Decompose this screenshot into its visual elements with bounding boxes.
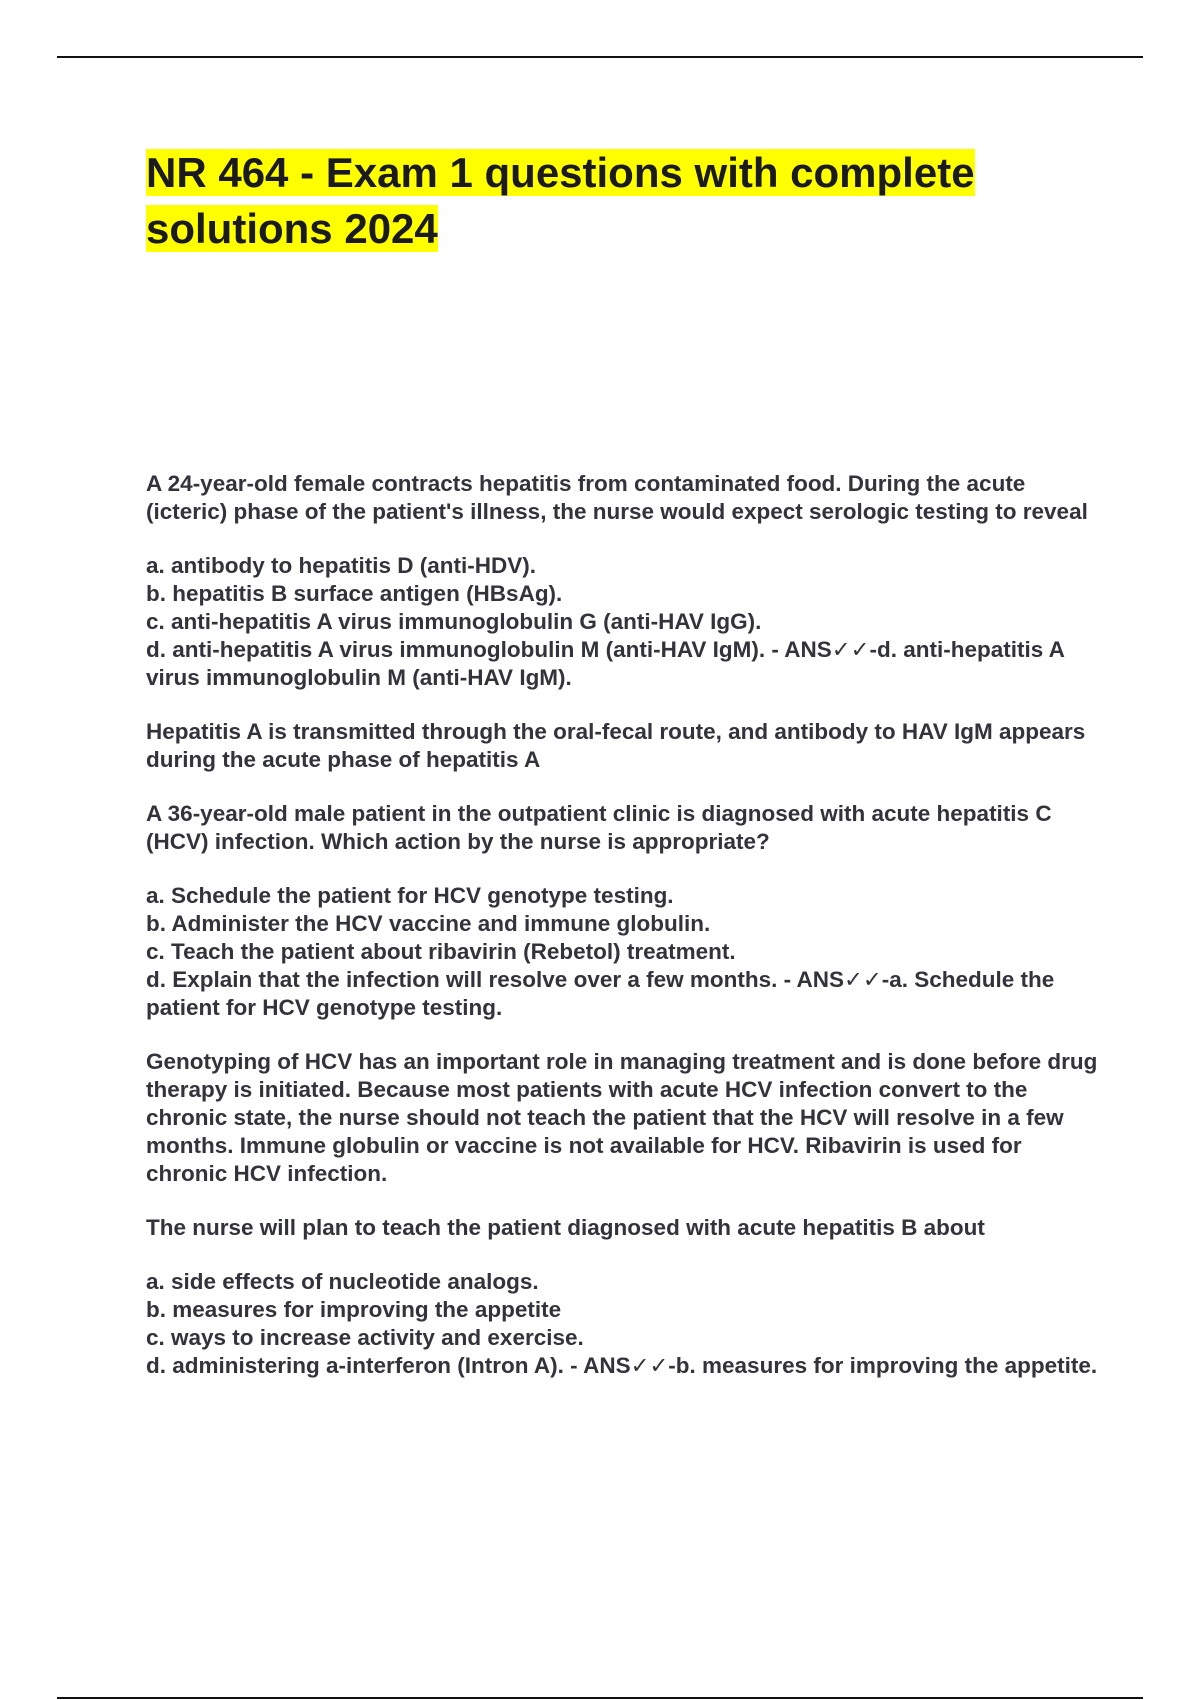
bottom-rule (57, 1697, 1143, 1699)
question-1: A 24-year-old female contracts hepatitis from contaminated food. During the acute (icteric) phase of the patient's illness, the nurse would expect serologic testing to reveal (146, 471, 1088, 524)
option-1b: b. hepatitis B surface antigen (HBsAg). (146, 581, 563, 606)
option-2d-answer: d. Explain that the infection will resolve over a few months. - ANS✓✓-a. Schedule the patient for HCV genotype testing. (146, 967, 1055, 1020)
top-rule (57, 56, 1143, 58)
option-3c: c. ways to increase activity and exercise. (146, 1325, 584, 1350)
option-1c: c. anti-hepatitis A virus immunoglobulin G (anti-HAV IgG). (146, 609, 762, 634)
options-3 (146, 1268, 1101, 1380)
option-3d-answer: d. administering a-interferon (Intron A). - ANS✓✓-b. measures for improving the appetite. (146, 1353, 1098, 1378)
question-2: A 36-year-old male patient in the outpatient clinic is diagnosed with acute hepatitis C (HCV) infection. Which action by the nurse is appropriate? (146, 801, 1052, 854)
option-1d-answer: d. anti-hepatitis A virus immunoglobulin M (anti-HAV IgM). - ANS✓✓-d. anti-hepatitis A virus immunoglobulin M (anti-HAV IgM). (146, 637, 1065, 690)
title-highlight: NR 464 - Exam 1 questions with complete solutions 2024 (146, 149, 975, 252)
options-1 (146, 552, 1101, 692)
rationale-2: Genotyping of HCV has an important role in managing treatment and is done before drug therapy is initiated. Because most patients with acute HCV infection convert to the chronic state, the nurse should not teach the patient that the HCV will resolve in a few months. Immune globulin or vaccine is not available for HCV. Ribavirin is used for chronic HCV infection. (146, 1049, 1098, 1186)
question-3: The nurse will plan to teach the patient diagnosed with acute hepatitis B about (146, 1215, 985, 1240)
option-2c: c. Teach the patient about ribavirin (Rebetol) treatment. (146, 939, 736, 964)
document-title (146, 145, 1106, 257)
options-2 (146, 882, 1101, 1022)
option-3a: a. side effects of nucleotide analogs. (146, 1269, 539, 1294)
option-1a: a. antibody to hepatitis D (anti-HDV). (146, 553, 537, 578)
option-3b: b. measures for improving the appetite (146, 1297, 562, 1322)
option-2b: b. Administer the HCV vaccine and immune globulin. (146, 911, 711, 936)
option-2a: a. Schedule the patient for HCV genotype testing. (146, 883, 674, 908)
rationale-1: Hepatitis A is transmitted through the oral-fecal route, and antibody to HAV IgM appears during the acute phase of hepatitis A (146, 719, 1086, 772)
document-body (146, 470, 1101, 1406)
